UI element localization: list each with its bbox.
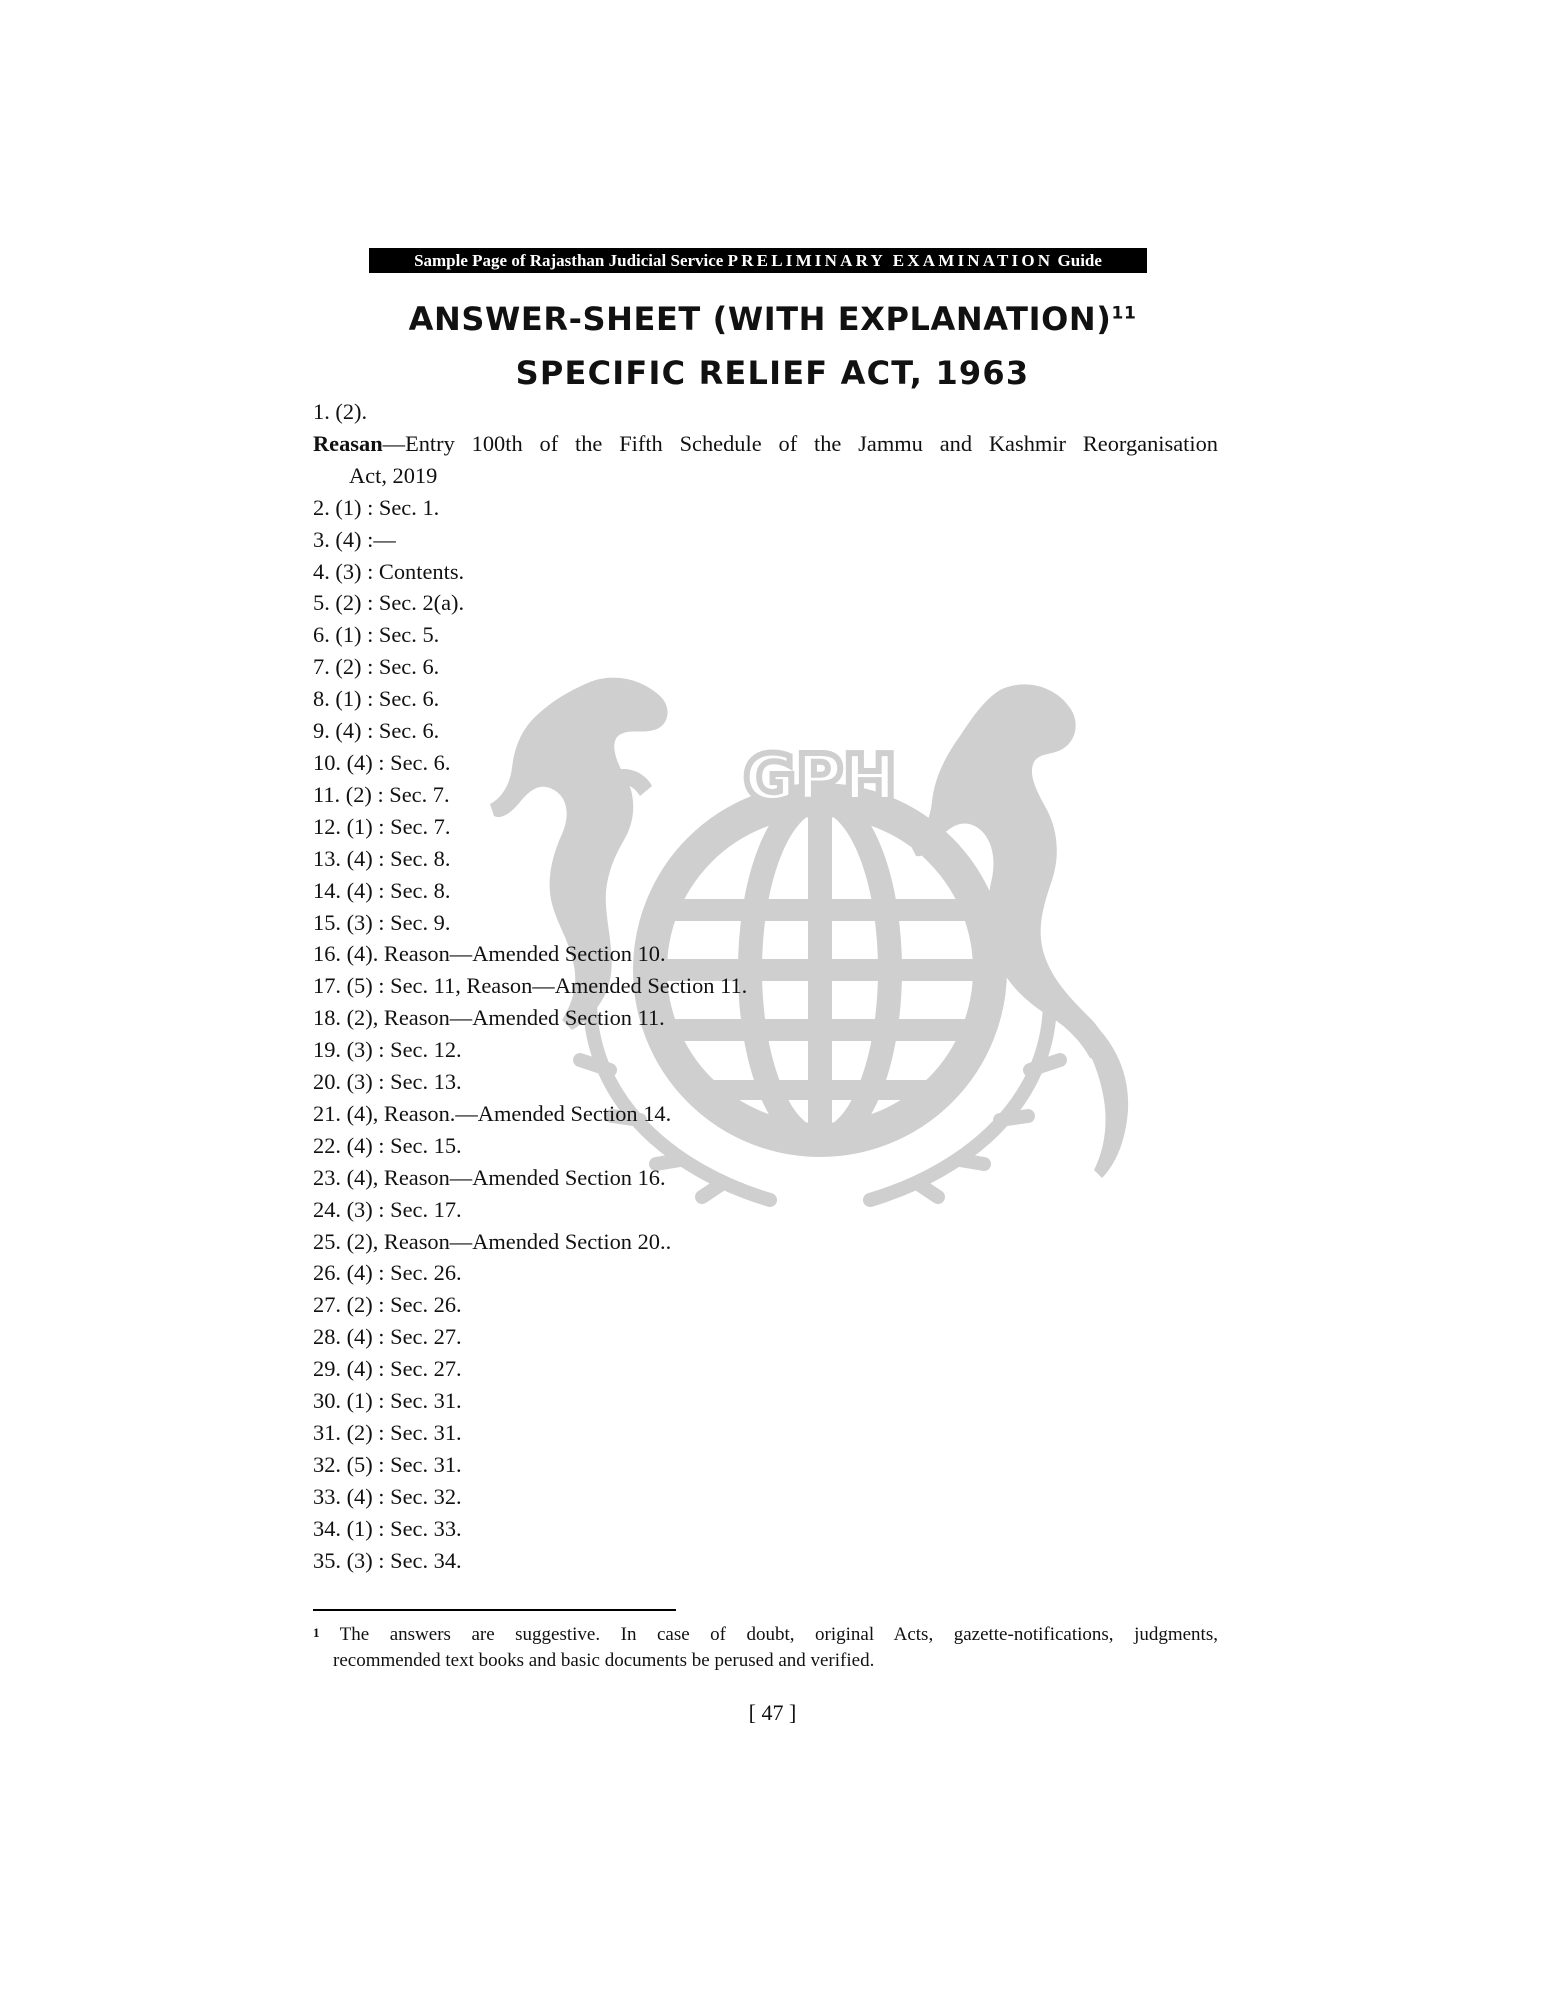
answer-item: 7. (2) : Sec. 6.: [313, 654, 440, 680]
reason-continuation: Act, 2019: [349, 462, 438, 488]
footnote-text: The answers are suggestive. In case of doubt, original Acts, gazette-notifications, judgments,: [339, 1624, 1218, 1645]
answer-item: 11. (2) : Sec. 7.: [313, 781, 450, 807]
answer-item: 6. (1) : Sec. 5.: [313, 622, 440, 648]
header-guide: Guide: [1057, 251, 1102, 270]
answer-item: 31. (2) : Sec. 31.: [313, 1420, 462, 1445]
answer-item: 10. (4) : Sec. 6.: [313, 749, 451, 775]
answer-item: 14. (4) : Sec. 8.: [313, 877, 451, 903]
title-text: ANSWER-SHEET (WITH EXPLANATION): [408, 300, 1112, 338]
title-footnote-marker: 11: [1111, 303, 1137, 324]
answer-item: 17. (5) : Sec. 11, Reason—Amended Section 11.: [313, 973, 748, 999]
answer-item: 24. (3) : Sec. 17.: [313, 1196, 462, 1222]
answer-item: 4. (3) : Contents.: [313, 558, 465, 584]
footnote-rule: [313, 1609, 676, 1611]
page-subtitle: SPECIFIC RELIEF ACT, 1963: [515, 354, 1030, 392]
footnote-marker: 1: [313, 1625, 320, 1640]
footnote-continuation: recommended text books and basic documents be perused and verified.: [333, 1650, 875, 1671]
page-title: [0, 300, 1545, 338]
answer-item: 23. (4), Reason—Amended Section 16.: [313, 1164, 666, 1190]
answer-item: 5. (2) : Sec. 2(a).: [313, 590, 465, 616]
header-text: Sample Page of Rajasthan Judicial Service: [414, 251, 724, 270]
answer-item: 19. (3) : Sec. 12.: [313, 1037, 462, 1063]
answer-item: 2. (1) : Sec. 1.: [313, 494, 440, 520]
reason-label: Reasan: [313, 430, 383, 456]
answer-item: 13. (4) : Sec. 8.: [313, 845, 451, 871]
reason-text: —Entry 100th of the Fifth Schedule of the Jammu and Kashmir Reorganisation: [382, 430, 1218, 456]
answer-item: 27. (2) : Sec. 26.: [313, 1292, 462, 1318]
answer-item: 9. (4) : Sec. 6.: [313, 718, 440, 744]
footnote: [313, 1622, 1218, 1674]
answer-item: 22. (4) : Sec. 15.: [313, 1132, 462, 1158]
answers-container: [313, 492, 1218, 1577]
answer-item: 25. (2), Reason—Amended Section 20..: [313, 1228, 672, 1254]
answer-item: 33. (4) : Sec. 32.: [313, 1483, 462, 1509]
answer-item: 3. (4) :—: [313, 526, 396, 552]
header-exam-name: PRELIMINARY EXAMINATION: [727, 251, 1054, 270]
answer-item: 20. (3) : Sec. 13.: [313, 1069, 462, 1095]
answer-item: 1. (2).: [313, 399, 368, 424]
answer-item: 28. (4) : Sec. 27.: [313, 1324, 462, 1350]
watermark-text: GPH: [743, 742, 897, 816]
reason-paragraph: [313, 428, 1218, 492]
page-number: [ 47 ]: [748, 1700, 797, 1725]
answer-item: 15. (3) : Sec. 9.: [313, 909, 451, 935]
answer-item: 26. (4) : Sec. 26.: [313, 1260, 462, 1286]
answer-item: 12. (1) : Sec. 7.: [313, 813, 451, 839]
header-band: [369, 248, 1147, 273]
answer-item: 32. (5) : Sec. 31.: [313, 1451, 462, 1477]
answer-item: 30. (1) : Sec. 31.: [313, 1388, 462, 1414]
answer-list: [313, 396, 1218, 1577]
answer-item: 35. (3) : Sec. 34.: [313, 1547, 462, 1573]
answer-item: 21. (4), Reason.—Amended Section 14.: [313, 1100, 672, 1126]
answer-item: 8. (1) : Sec. 6.: [313, 686, 440, 712]
answer-item: 29. (4) : Sec. 27.: [313, 1356, 462, 1382]
answer-item: 16. (4). Reason—Amended Section 10.: [313, 941, 666, 967]
answer-item: 34. (1) : Sec. 33.: [313, 1515, 462, 1541]
answer-item: 18. (2), Reason—Amended Section 11.: [313, 1005, 665, 1031]
